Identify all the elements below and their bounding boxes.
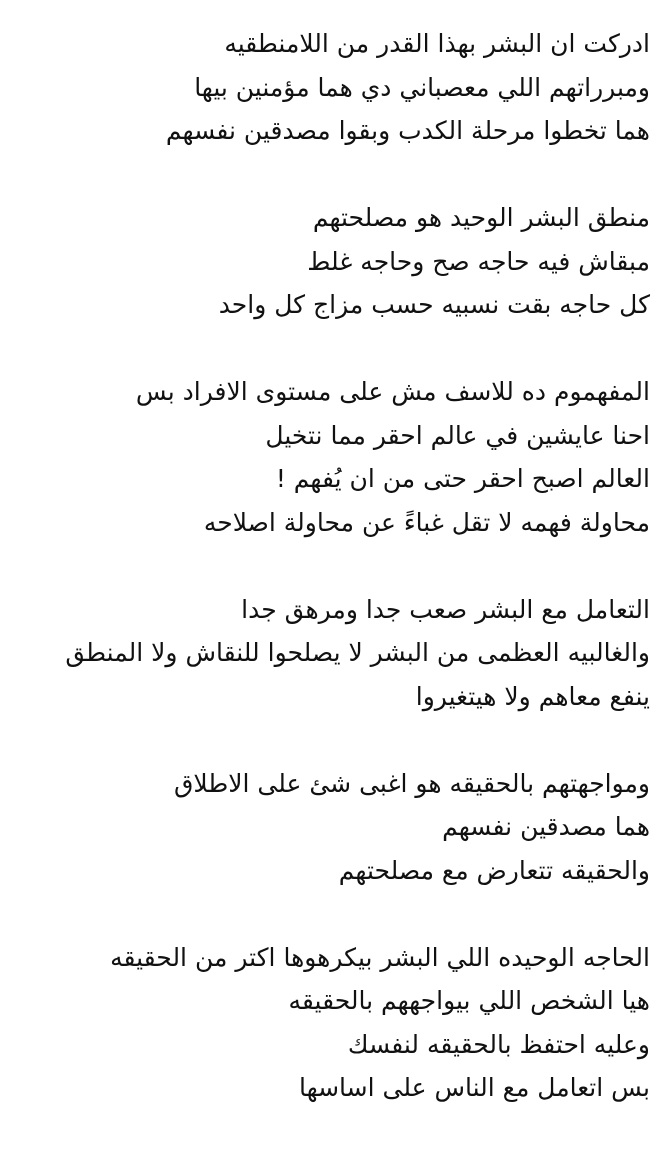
stanza-5	[18, 762, 650, 893]
text-line: ادركت ان البشر بهذا القدر من اللامنطقيه	[224, 29, 650, 58]
text-line: احنا عايشين في عالم احقر مما نتخيل	[265, 420, 650, 450]
text-line: ينفع معاهم ولا هيتغيروا	[415, 681, 650, 711]
text-line: محاولة فهمه لا تقل غباءً عن محاولة اصلاحه	[203, 507, 650, 537]
text-line: ومواجهتهم بالحقيقه هو اغبى شئ على الاطلاق	[174, 768, 650, 798]
stanza-3	[18, 370, 650, 544]
text-line: هما مصدقين نفسهم	[442, 812, 650, 841]
text-line: التعامل مع البشر صعب جدا ومرهق جدا	[241, 594, 650, 624]
text-line: كل حاجه بقت نسبيه حسب مزاج كل واحد	[218, 290, 650, 319]
stanza-4	[18, 588, 650, 719]
text-line: العالم اصبح احقر حتى من ان يُفهم !	[275, 464, 650, 493]
text-line: ومبرراتهم اللي معصباني دي هما مؤمنين بيها	[194, 72, 650, 102]
text-line: والغالبيه العظمى من البشر لا يصلحوا للنقاش ولا المنطق	[65, 638, 650, 667]
stanza-1	[18, 22, 650, 153]
text-line: مبقاش فيه حاجه صح وحاجه غلط	[307, 246, 650, 276]
text-line: وعليه احتفظ بالحقيقه لنفسك	[347, 1029, 650, 1059]
text-line: منطق البشر الوحيد هو مصلحتهم	[312, 203, 650, 232]
text-line: والحقيقه تتعارض مع مصلحتهم	[338, 855, 650, 885]
stanza-2	[18, 196, 650, 327]
text-line: الحاجه الوحيده اللي البشر بيكرهوها اكتر من الحقيقه	[110, 942, 650, 972]
text-line: المفهموم ده للاسف مش على مستوى الافراد بس	[135, 377, 650, 406]
text-line: هيا الشخص اللي بيواجههم بالحقيقه	[288, 986, 650, 1015]
text-line: هما تخطوا مرحلة الكدب وبقوا مصدقين نفسهم	[165, 116, 650, 145]
text-line: بس اتعامل مع الناس على اساسها	[298, 1073, 650, 1102]
stanza-6	[18, 936, 650, 1110]
